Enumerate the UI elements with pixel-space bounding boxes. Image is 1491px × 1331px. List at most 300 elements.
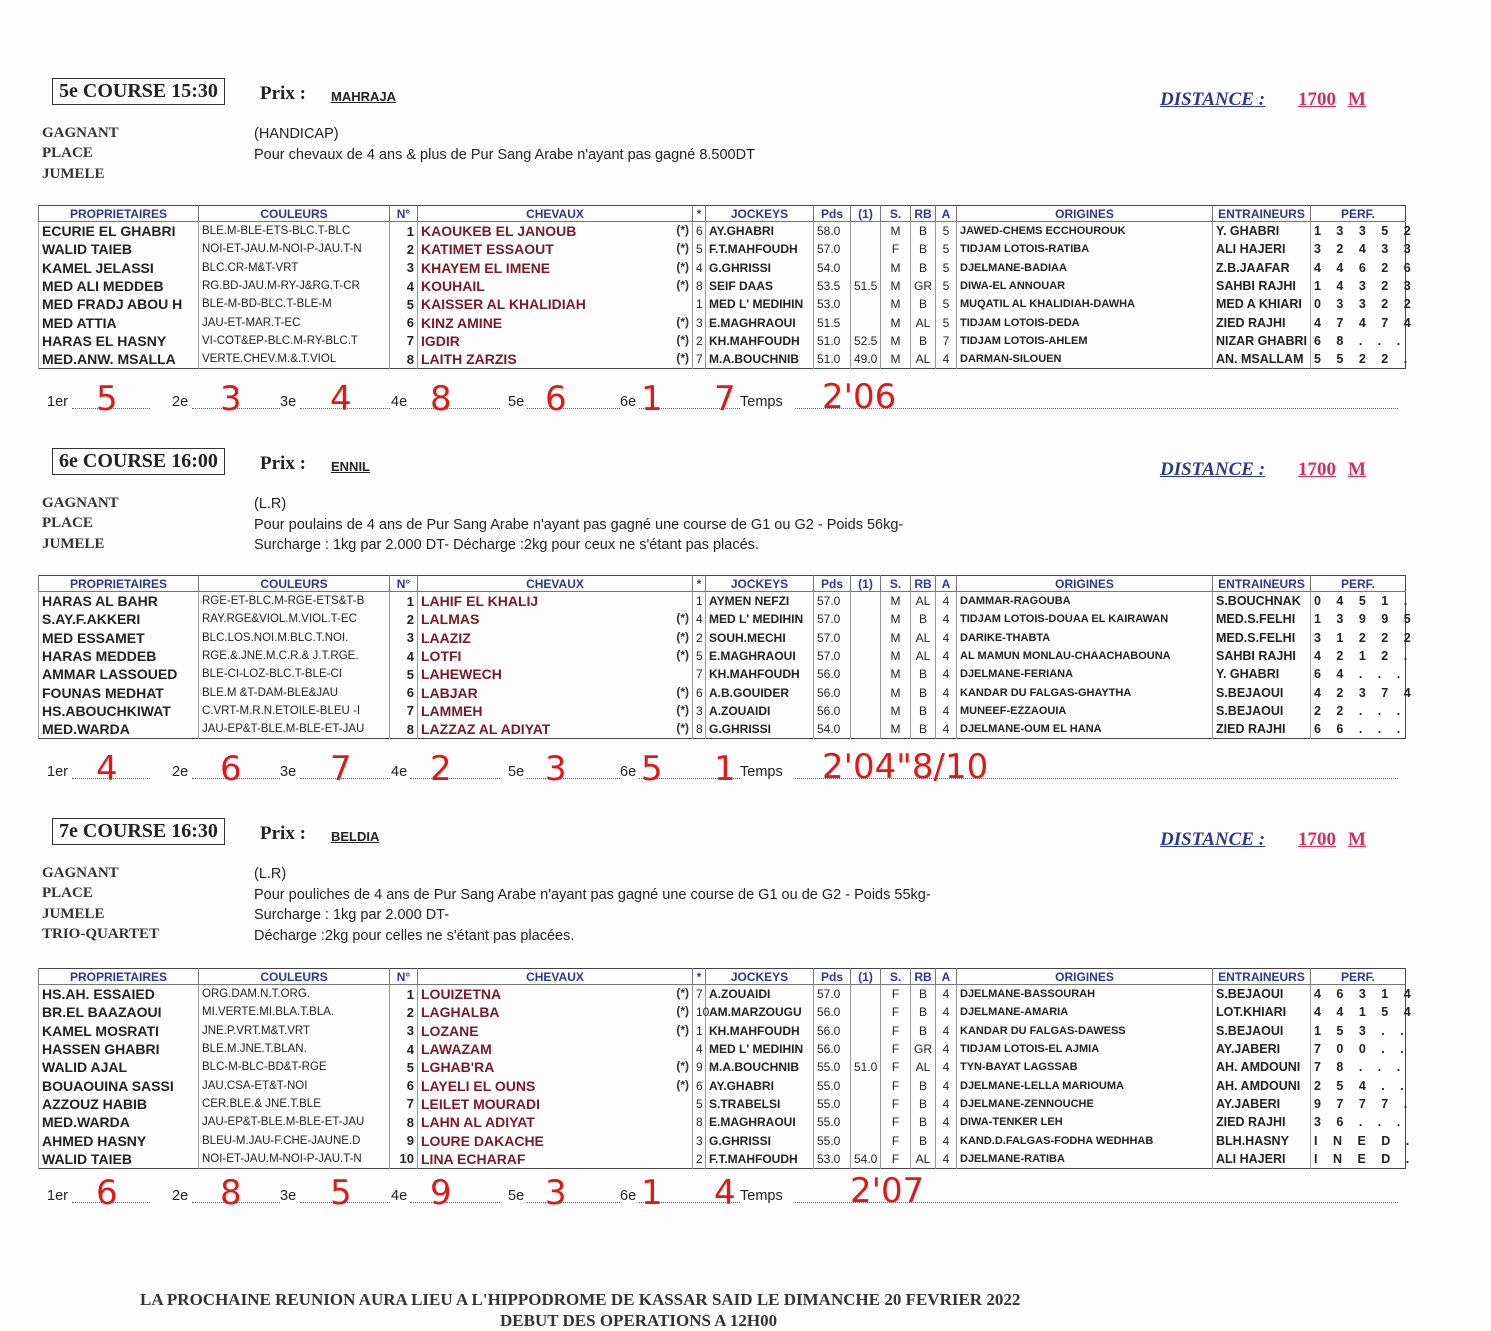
runner-row (39, 277, 1406, 295)
coat-cell: B (911, 702, 936, 720)
column-header: S. (881, 969, 911, 985)
time-label: Temps (740, 764, 783, 780)
jockey-cell: A.B.GOUIDER (706, 683, 814, 701)
star-mark: (*) (676, 629, 689, 644)
runner-row (39, 332, 1406, 350)
runners-table (38, 968, 1417, 1169)
column-header: ORIGINES (957, 206, 1213, 222)
weight-cell: 55.0 (814, 1076, 851, 1094)
coat-cell: B (911, 610, 936, 628)
trainer-cell: AY.JABERI (1213, 1040, 1311, 1058)
owner-cell: MED ESSAMET (39, 629, 199, 647)
column-header: PROPRIETAIRES (39, 576, 199, 592)
trainer-cell: ALI HAJERI (1213, 240, 1311, 258)
horse-name (418, 1040, 693, 1058)
colors-cell: RAY.RGE&VIOL.M.VIOL.T-EC (199, 610, 390, 628)
weight-alt-cell (851, 313, 881, 331)
sex-cell: F (881, 985, 911, 1004)
origin-cell: DJELMANE-RATIBA (957, 1150, 1213, 1169)
weight-cell: 54.0 (814, 259, 851, 277)
coat-cell: B (911, 1113, 936, 1131)
performance-cell: 1 3 3 5 2 (1311, 222, 1406, 241)
sex-cell: M (881, 683, 911, 701)
table-header (39, 969, 1406, 985)
course-time: 16:30 (171, 820, 218, 842)
horse-number: 5 (390, 665, 418, 683)
jockey-cell: G.GHRISSI (706, 720, 814, 739)
column-header: PERF. (1311, 576, 1406, 592)
weight-cell: 51.0 (814, 332, 851, 350)
colors-cell: VI-COT&EP-BLC.M-RY-BLC.T (199, 332, 390, 350)
horse-name (418, 313, 693, 331)
jockey-cell: KH.MAHFOUDH (706, 332, 814, 350)
origin-cell: KANDAR DU FALGAS-GHAYTHA (957, 683, 1213, 701)
prix-label: Prix : (260, 83, 306, 104)
sex-cell: M (881, 720, 911, 739)
horse-number: 7 (390, 702, 418, 720)
performance-cell: 1 5 3 . . (1311, 1022, 1406, 1040)
weight-alt-cell (851, 665, 881, 683)
jockey-cell: AY.GHABRI (706, 222, 814, 241)
handwritten-result: 3 (545, 749, 567, 789)
jockey-cell: MED L' MEDIHIN (706, 1040, 814, 1058)
runner-row (39, 1095, 1406, 1113)
performance-cell: 2 2 . . . (1311, 702, 1406, 720)
weight-alt-cell (851, 647, 881, 665)
age-cell: 4 (936, 629, 957, 647)
trainer-cell: ZIED RAJHI (1213, 1113, 1311, 1131)
coat-cell: B (911, 720, 936, 739)
jockey-cell: SOUH.MECHI (706, 629, 814, 647)
column-header: Pds (814, 969, 851, 985)
column-header: JOCKEYS (706, 576, 814, 592)
horse-name (418, 683, 693, 701)
weight-alt-cell (851, 610, 881, 628)
horse-name (418, 222, 693, 241)
owner-cell: MED.ANW. MSALLA (39, 350, 199, 369)
horse-name (418, 332, 693, 350)
age-cell: 4 (936, 702, 957, 720)
colors-cell: BLC.CR-M&T-VRT (199, 259, 390, 277)
runner-row (39, 592, 1406, 611)
bet-type: GAGNANT (42, 125, 119, 141)
sex-cell: F (881, 1058, 911, 1076)
age-cell: 5 (936, 277, 957, 295)
runners-table (38, 205, 1417, 369)
distance-label: DISTANCE : (1160, 459, 1266, 480)
weight-alt-cell (851, 592, 881, 611)
sex-cell: M (881, 295, 911, 313)
horse-name-text: LALMAS (421, 611, 480, 628)
coat-cell: B (911, 1022, 936, 1040)
horse-number: 1 (390, 222, 418, 241)
race-condition: Surcharge : 1kg par 2.000 DT- (254, 907, 450, 924)
race-condition: (L.R) (254, 866, 287, 882)
runner-row (39, 610, 1406, 628)
race-condition: Pour poulains de 4 ans de Pur Sang Arabe n'ayant pas gagné une course de G1 ou G2 - Poids 56kg- (254, 516, 904, 533)
colors-cell: JAU-EP&T-BLE.M-BLE-ET-JAU (199, 720, 390, 739)
age-cell: 4 (936, 665, 957, 683)
sex-cell: F (881, 1040, 911, 1058)
race-condition: Surcharge : 1kg par 2.000 DT- Décharge :2kg pour ceux ne s'étant pas placés. (254, 537, 759, 554)
trainer-cell: Z.B.JAAFAR (1213, 259, 1311, 277)
performance-cell: 4 2 3 7 4 (1311, 683, 1406, 701)
sex-cell: M (881, 259, 911, 277)
jockey-cell: G.GHRISSI (706, 259, 814, 277)
coat-cell: AL (911, 1150, 936, 1169)
handwritten-result: 2 (430, 749, 452, 789)
coat-cell: AL (911, 647, 936, 665)
column-header: RB (911, 206, 936, 222)
weight-cell: 57.0 (814, 592, 851, 611)
trainer-cell: MED A KHIARI (1213, 295, 1311, 313)
sex-cell: F (881, 1022, 911, 1040)
weight-cell: 55.0 (814, 1095, 851, 1113)
column-header: ENTRAINEURS (1213, 206, 1311, 222)
column-header: ORIGINES (957, 969, 1213, 985)
age-cell: 4 (936, 1131, 957, 1149)
runner-row (39, 350, 1406, 369)
origin-cell: TIDJAM LOTOIS-AHLEM (957, 332, 1213, 350)
trainer-cell: Y. GHABRI (1213, 222, 1311, 241)
weight-alt-cell (851, 1076, 881, 1094)
colors-cell: JAU-EP&T-BLE.M-BLE-ET-JAU (199, 1113, 390, 1131)
trainer-cell: SAHBI RAJHI (1213, 647, 1311, 665)
jockey-cell: E.MAGHRAOUI (706, 313, 814, 331)
weight-cell: 55.0 (814, 1058, 851, 1076)
jockey-cell: AM.MARZOUGU (706, 1003, 814, 1021)
weight-alt-cell (851, 259, 881, 277)
finish-position-label: 1er (47, 764, 68, 780)
race-condition: (HANDICAP) (254, 126, 339, 142)
jockey-cell: A.ZOUAIDI (706, 985, 814, 1004)
coat-cell: AL (911, 592, 936, 611)
horse-name-text: LAMMEH (421, 702, 483, 719)
race-condition: Pour chevaux de 4 ans & plus de Pur Sang Arabe n'ayant pas gagné 8.500DT (254, 146, 755, 163)
horse-name-text: LOURE DAKACHE (421, 1132, 544, 1149)
handwritten-result: 1 (641, 379, 663, 419)
column-header: (1) (851, 206, 881, 222)
sex-cell: M (881, 610, 911, 628)
handwritten-result: 7 (330, 749, 352, 789)
column-header: RB (911, 576, 936, 592)
finish-position-label: 5e (508, 764, 525, 780)
horse-name-text: LAHEWECH (421, 666, 502, 683)
coat-cell: GR (911, 277, 936, 295)
performance-cell: 3 6 . . . (1311, 1113, 1406, 1131)
horse-number: 7 (390, 332, 418, 350)
trainer-cell: AH. AMDOUNI (1213, 1076, 1311, 1094)
weight-alt-cell: 51.5 (851, 277, 881, 295)
handwritten-result: 6 (545, 379, 567, 419)
handwritten-result: 1 (641, 1173, 663, 1213)
horse-name (418, 592, 693, 611)
horse-name (418, 720, 693, 739)
weight-cell: 57.0 (814, 629, 851, 647)
weight-alt-cell (851, 240, 881, 258)
weight-cell: 51.5 (814, 313, 851, 331)
column-header: A (936, 576, 957, 592)
horse-name-text: KHAYEM EL IMENE (421, 259, 551, 276)
column-header: ENTRAINEURS (1213, 969, 1311, 985)
weight-alt-cell (851, 683, 881, 701)
column-header: COULEURS (199, 576, 390, 592)
age-cell: 4 (936, 647, 957, 665)
colors-cell: BLE.M-BLE-ETS-BLC.T-BLC (199, 222, 390, 241)
draw-number: 5 (693, 1095, 706, 1113)
finish-position-label: 1er (47, 1188, 68, 1204)
horse-number: 4 (390, 277, 418, 295)
coat-cell: B (911, 1095, 936, 1113)
sex-cell: M (881, 702, 911, 720)
horse-name (418, 1113, 693, 1131)
performance-cell: 6 8 . . . (1311, 332, 1406, 350)
horse-name-text: KATIMET ESSAOUT (421, 241, 554, 258)
performance-cell: 3 1 2 2 2 (1311, 629, 1406, 647)
dotted-line (410, 778, 500, 779)
coat-cell: B (911, 259, 936, 277)
horse-name (418, 665, 693, 683)
age-cell: 5 (936, 222, 957, 241)
colors-cell: VERTE.CHEV.M.&.T.VIOL (199, 350, 390, 369)
distance-value: 1700 (1298, 89, 1336, 110)
runner-row (39, 1113, 1406, 1131)
origin-cell: DJELMANE-BADIAA (957, 259, 1213, 277)
horse-number: 1 (390, 592, 418, 611)
star-mark: (*) (676, 1022, 689, 1037)
distance-unit: M (1348, 89, 1366, 110)
runner-row (39, 985, 1406, 1004)
table-header (39, 206, 1406, 222)
draw-number: 1 (693, 1022, 706, 1040)
trainer-cell: S.BEJAOUI (1213, 1022, 1311, 1040)
distance-unit: M (1348, 459, 1366, 480)
draw-number: 5 (693, 647, 706, 665)
sex-cell: M (881, 592, 911, 611)
weight-alt-cell: 49.0 (851, 350, 881, 369)
age-cell: 4 (936, 1076, 957, 1094)
origin-cell: TIDJAM LOTOIS-RATIBA (957, 240, 1213, 258)
jockey-cell: KH.MAHFOUDH (706, 1022, 814, 1040)
sex-cell: M (881, 350, 911, 369)
horse-number: 2 (390, 1003, 418, 1021)
horse-number: 6 (390, 1076, 418, 1094)
colors-cell: CER.BLE.& JNE.T.BLE (199, 1095, 390, 1113)
draw-number: 2 (693, 629, 706, 647)
horse-name (418, 1058, 693, 1076)
handwritten-result: 4 (330, 379, 352, 419)
trainer-cell: SAHBI RAJHI (1213, 277, 1311, 295)
finish-position-label: 2e (172, 1188, 189, 1204)
draw-number: 7 (693, 350, 706, 369)
horse-name-text: KAOUKEB EL JANOUB (421, 223, 577, 240)
coat-cell: AL (911, 1058, 936, 1076)
table-header (39, 576, 1406, 592)
horse-name (418, 985, 693, 1004)
draw-number: 6 (693, 1076, 706, 1094)
age-cell: 4 (936, 610, 957, 628)
horse-name (418, 1003, 693, 1021)
column-header: CHEVAUX (418, 206, 693, 222)
colors-cell: JNE.P.VRT.M&T.VRT (199, 1022, 390, 1040)
draw-number: 2 (693, 332, 706, 350)
course-number: 5e COURSE (59, 80, 167, 102)
dotted-line (527, 778, 620, 779)
time-label: Temps (740, 394, 783, 410)
column-header: Pds (814, 206, 851, 222)
colors-cell: BLC.LOS.NOI.M.BLC.T.NOI. (199, 629, 390, 647)
weight-alt-cell (851, 702, 881, 720)
column-header: N° (390, 206, 418, 222)
column-header: COULEURS (199, 969, 390, 985)
colors-cell: ORG.DAM.N.T.ORG. (199, 985, 390, 1004)
sex-cell: M (881, 647, 911, 665)
handwritten-result: 4 (714, 1173, 736, 1213)
age-cell: 4 (936, 1003, 957, 1021)
age-cell: 5 (936, 313, 957, 331)
weight-cell: 58.0 (814, 222, 851, 241)
finish-position-label: 3e (280, 1188, 297, 1204)
owner-cell: AZZOUZ HABIB (39, 1095, 199, 1113)
performance-cell: 4 6 3 1 4 (1311, 985, 1406, 1004)
origin-cell: DARMAN-SILOUEN (957, 350, 1213, 369)
weight-cell: 55.0 (814, 1131, 851, 1149)
owner-cell: ECURIE EL GHABRI (39, 222, 199, 241)
draw-number: 9 (693, 1058, 706, 1076)
star-mark: (*) (676, 702, 689, 717)
owner-cell: HARAS AL BAHR (39, 592, 199, 611)
column-header: (1) (851, 969, 881, 985)
bet-type: GAGNANT (42, 865, 119, 881)
horse-number: 5 (390, 1058, 418, 1076)
origin-cell: AL MAMUN MONLAU-CHAACHABOUNA (957, 647, 1213, 665)
star-mark: (*) (676, 986, 689, 1001)
weight-cell: 56.0 (814, 1003, 851, 1021)
colors-cell: MI.VERTE.MI.BLA.T.BLA. (199, 1003, 390, 1021)
handwritten-result: 5 (330, 1173, 352, 1213)
column-header: (1) (851, 576, 881, 592)
trainer-cell: MED.S.FELHI (1213, 610, 1311, 628)
column-header: CHEVAUX (418, 576, 693, 592)
course-title (52, 78, 225, 105)
finish-position-label: 6e (620, 1188, 637, 1204)
draw-number: 10 (693, 1003, 706, 1021)
draw-number: 6 (693, 683, 706, 701)
distance-label: DISTANCE : (1160, 89, 1266, 110)
trainer-cell: AY.JABERI (1213, 1095, 1311, 1113)
horse-name-text: LABJAR (421, 684, 478, 701)
weight-alt-cell: 54.0 (851, 1150, 881, 1169)
sex-cell: M (881, 222, 911, 241)
column-header: N° (390, 576, 418, 592)
jockey-cell: SEIF DAAS (706, 277, 814, 295)
star-mark: (*) (676, 1077, 689, 1092)
runner-row (39, 295, 1406, 313)
column-header: ORIGINES (957, 576, 1213, 592)
horse-name (418, 1150, 693, 1169)
jockey-cell: E.MAGHRAOUI (706, 1113, 814, 1131)
colors-cell: BLE.M.JNE.T.BLAN. (199, 1040, 390, 1058)
weight-alt-cell: 51.0 (851, 1058, 881, 1076)
age-cell: 4 (936, 1113, 957, 1131)
weight-cell: 56.0 (814, 1040, 851, 1058)
coat-cell: B (911, 222, 936, 241)
prix-label: Prix : (260, 453, 306, 474)
origin-cell: TIDJAM LOTOIS-EL AJMIA (957, 1040, 1213, 1058)
age-cell: 4 (936, 1095, 957, 1113)
weight-cell: 57.0 (814, 647, 851, 665)
dotted-line (410, 408, 500, 409)
handwritten-result: 6 (220, 749, 242, 789)
age-cell: 4 (936, 592, 957, 611)
origin-cell: DAMMAR-RAGOUBA (957, 592, 1213, 611)
horse-name-text: LINA ECHARAF (421, 1150, 526, 1167)
star-mark: (*) (676, 721, 689, 736)
horse-name (418, 350, 693, 369)
colors-cell: BLE-CI-LOZ-BLC.T-BLE-CI (199, 665, 390, 683)
trainer-cell: NIZAR GHABRI (1213, 332, 1311, 350)
horse-name (418, 702, 693, 720)
star-mark: (*) (676, 223, 689, 238)
horse-name (418, 1095, 693, 1113)
course-number: 7e COURSE (59, 820, 167, 842)
origin-cell: DJELMANE-OUM EL HANA (957, 720, 1213, 739)
coat-cell: AL (911, 350, 936, 369)
horse-number: 2 (390, 610, 418, 628)
horse-name (418, 259, 693, 277)
horse-number: 8 (390, 1113, 418, 1131)
course-time: 15:30 (171, 80, 218, 102)
handwritten-time: 2'04"8/10 (822, 747, 989, 787)
sex-cell: F (881, 1131, 911, 1149)
owner-cell: MED.WARDA (39, 1113, 199, 1131)
origin-cell: KANDAR DU FALGAS-DAWESS (957, 1022, 1213, 1040)
weight-alt-cell (851, 1113, 881, 1131)
runner-row (39, 259, 1406, 277)
origin-cell: MUQATIL AL KHALIDIAH-DAWHA (957, 295, 1213, 313)
time-label: Temps (740, 1188, 783, 1204)
column-header: JOCKEYS (706, 206, 814, 222)
origin-cell: MUNEEF-EZZAOUIA (957, 702, 1213, 720)
handwritten-result: 3 (220, 379, 242, 419)
column-header: S. (881, 576, 911, 592)
runner-row (39, 665, 1406, 683)
coat-cell: B (911, 295, 936, 313)
sex-cell: M (881, 665, 911, 683)
column-header: Pds (814, 576, 851, 592)
runner-row (39, 240, 1406, 258)
prix-name: MAHRAJA (331, 89, 396, 104)
owner-cell: WALID TAIEB (39, 240, 199, 258)
horse-name-text: LOUIZETNA (421, 986, 502, 1003)
sex-cell: F (881, 1003, 911, 1021)
handwritten-result: 5 (641, 749, 663, 789)
origin-cell: TYN-BAYAT LAGSSAB (957, 1058, 1213, 1076)
course-time: 16:00 (171, 450, 218, 472)
weight-cell: 55.0 (814, 1113, 851, 1131)
owner-cell: WALID AJAL (39, 1058, 199, 1076)
weight-alt-cell (851, 1022, 881, 1040)
weight-alt-cell (851, 222, 881, 241)
horse-name-text: LGHAB'RA (421, 1059, 495, 1076)
performance-cell: 4 4 6 2 6 (1311, 259, 1406, 277)
owner-cell: KAMEL MOSRATI (39, 1022, 199, 1040)
horse-name-text: LAYELI EL OUNS (421, 1077, 536, 1094)
origin-cell: TIDJAM LOTOIS-DEDA (957, 313, 1213, 331)
runner-row (39, 1040, 1406, 1058)
horse-number: 10 (390, 1150, 418, 1169)
draw-number: 6 (693, 222, 706, 241)
